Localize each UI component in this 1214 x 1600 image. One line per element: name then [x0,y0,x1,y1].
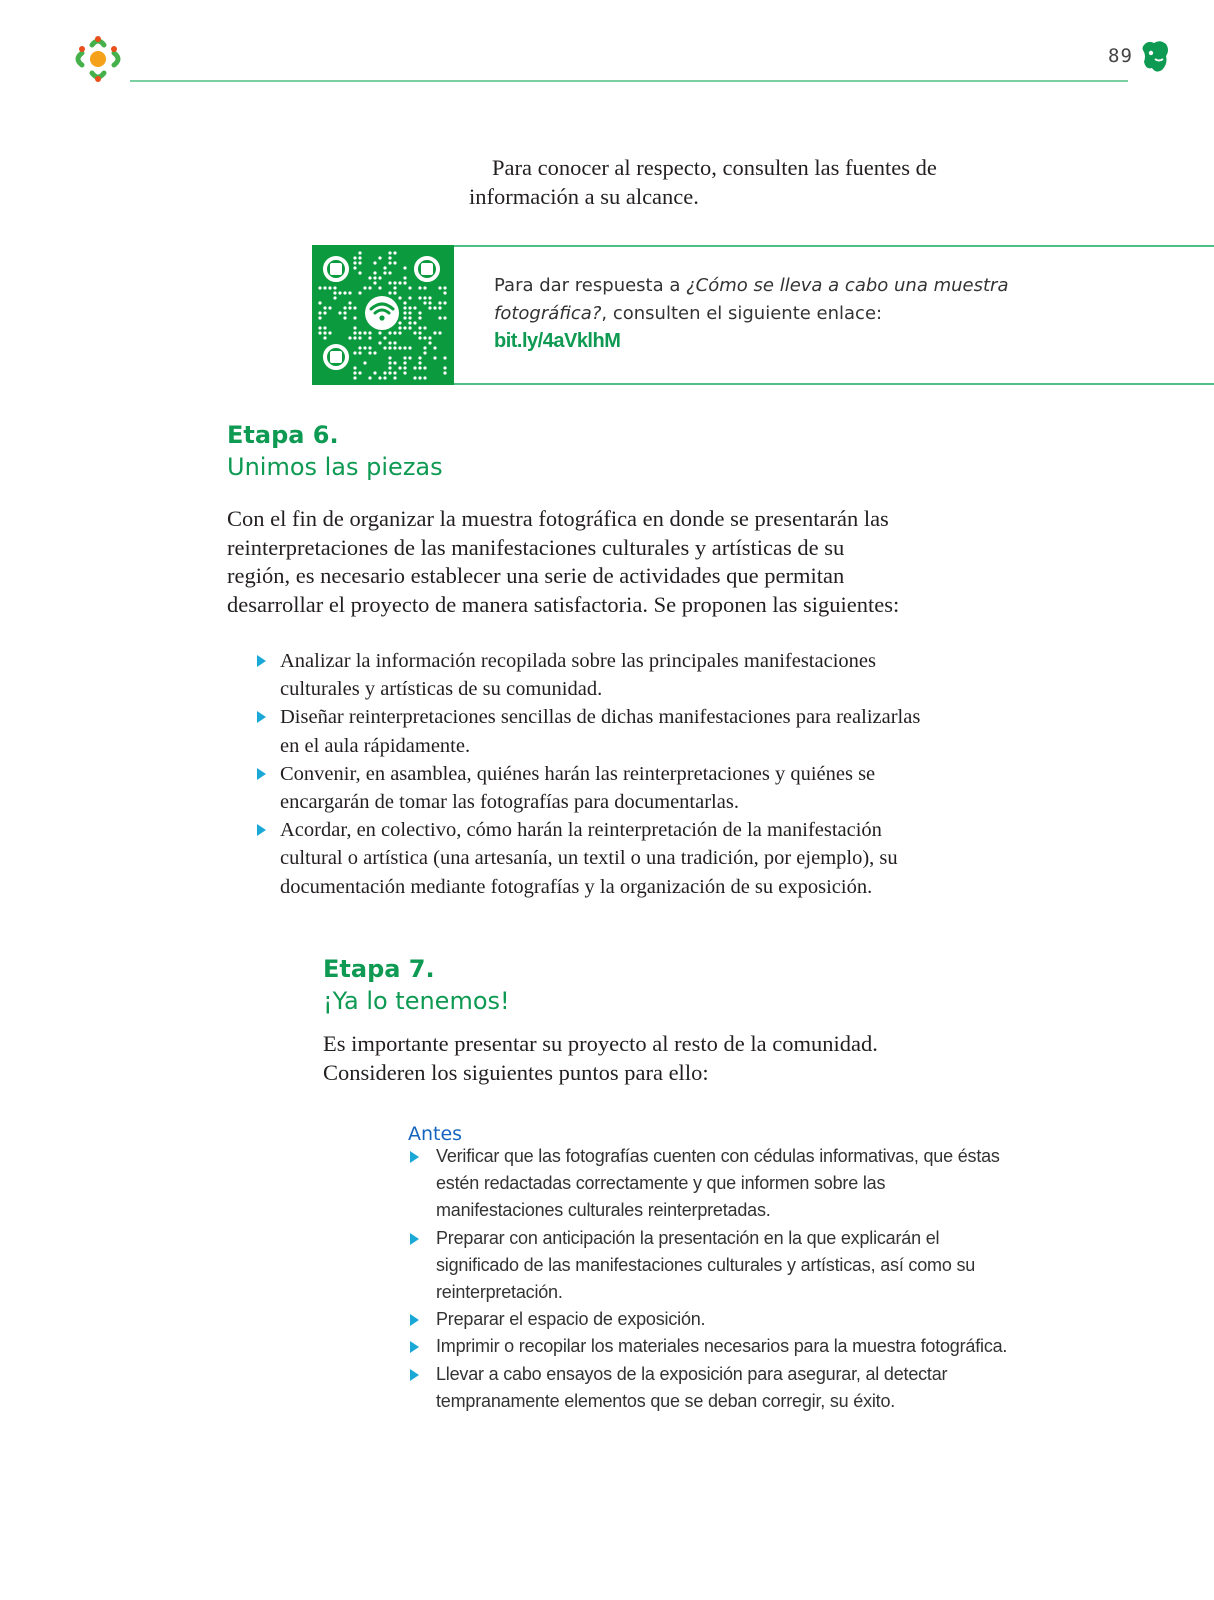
list-item-text: Llevar a cabo ensayos de la exposición para asegurar, al detectar tempranamente elementos que se deban corregir, su éxito. [436,1363,948,1411]
qr-dot [388,251,391,254]
qr-dot [343,306,346,309]
qr-dot [368,336,371,339]
qr-dot [428,296,431,299]
qr-dot [348,301,351,304]
qr-dot [393,286,396,289]
qr-dot [398,326,401,329]
list-item [253,647,923,703]
bullet-triangle-icon [410,1369,419,1381]
qr-dot [358,336,361,339]
qr-code-graphic [312,245,454,385]
qr-dot [398,346,401,349]
qr-dot [353,331,356,334]
qr-dot [373,371,376,374]
list-item-text: Verificar que las fotografías cuenten con cédulas informativas, que éstas estén redactadas correctamente y que informen sobre las manifestaciones culturales reinterpretadas. [436,1146,1000,1221]
qr-dot [358,351,361,354]
callout-text-after: , consulten el siguiente enlace: [601,303,883,324]
qr-dot [378,331,381,334]
qr-dot [373,351,376,354]
qr-dot [358,261,361,264]
qr-dot [418,376,421,379]
etapa7-paragraph: Es importante presentar su proyecto al resto de la comunidad. Consideren los siguientes puntos para ello: [323,1031,878,1085]
list-item-text: Analizar la información recopilada sobre las principales manifestaciones culturales y artísticas de su comunidad. [280,650,876,701]
qr-dot [343,291,346,294]
qr-dot [423,351,426,354]
qr-dot [393,261,396,264]
qr-dot [438,316,441,319]
qr-dot [358,346,361,349]
qr-dot [403,276,406,279]
qr-dot [373,261,376,264]
qr-dot [368,376,371,379]
qr-dot [358,331,361,334]
list-item [408,1225,1008,1307]
bullet-triangle-icon [257,768,266,780]
qr-dot [443,366,446,369]
qr-dot [428,301,431,304]
qr-dot [388,371,391,374]
qr-dot [418,336,421,339]
qr-dot [323,311,326,314]
qr-dot [318,326,321,329]
qr-dot [353,261,356,264]
qr-dot [398,321,401,324]
list-item-text: Preparar el espacio de exposición. [436,1309,706,1330]
antes-list [408,1143,1008,1415]
qr-dot [383,376,386,379]
qr-dot [403,346,406,349]
qr-dot [388,356,391,359]
qr-dot [343,311,346,314]
list-item [253,816,923,901]
qr-dot [443,286,446,289]
qr-dot [418,286,421,289]
bullet-triangle-icon [257,824,266,836]
qr-dot [408,296,411,299]
qr-dot [338,311,341,314]
qr-dot [403,301,406,304]
etapa6-title: Unimos las piezas [227,453,443,481]
qr-dot [343,316,346,319]
qr-dot [408,346,411,349]
intro-line-1: Para conocer al respecto, consulten las fuentes de [492,155,937,180]
qr-dot [403,361,406,364]
qr-dot [418,356,421,359]
qr-callout-text [494,272,1054,354]
qr-dot [388,341,391,344]
qr-dot [408,306,411,309]
qr-dot [413,376,416,379]
qr-dot [443,316,446,319]
list-item [253,703,923,759]
qr-dot [438,331,441,334]
qr-dot [398,366,401,369]
qr-dot [383,266,386,269]
qr-dot [393,331,396,334]
callout-text-before: Para dar respuesta a [494,275,687,296]
header-rule [130,80,1128,82]
qr-dot [423,346,426,349]
qr-dot [408,311,411,314]
qr-dot [353,256,356,259]
qr-dot [358,256,361,259]
qr-dot [388,366,391,369]
qr-dot [443,356,446,359]
qr-dot [443,371,446,374]
flower-dots-logo-icon [70,33,126,85]
etapa6-paragraph: Con el fin de organizar la muestra fotográfica en donde se presentarán las reinterpretaciones de las manifestaciones culturales y artísticas de su región, es necesario establecer una serie de actividades que permitan desarrollar el proyecto de manera satisfactoria. Se proponen las siguientes: [227,506,900,617]
qr-dot [388,256,391,259]
qr-dot [323,306,326,309]
antes-heading: Antes [408,1123,463,1145]
qr-dot [408,326,411,329]
bullet-triangle-icon [410,1314,419,1326]
qr-dot [398,331,401,334]
qr-dot [318,331,321,334]
qr-dot [418,296,421,299]
qr-dot [398,296,401,299]
list-item-text: Preparar con anticipación la presentación en la que explicarán el significado de las manifestaciones culturales y artísticas, así como su reinterpretación. [436,1227,976,1303]
qr-dot [358,371,361,374]
page-number: 89 [1108,45,1133,67]
qr-dot [328,286,331,289]
qr-dot [428,306,431,309]
qr-dot [423,376,426,379]
qr-dot [408,356,411,359]
qr-dot [388,291,391,294]
qr-dot [393,341,396,344]
qr-dot [403,266,406,269]
qr-dot [338,291,341,294]
qr-dot [418,316,421,319]
callout-link[interactable]: bit.ly/4aVklhM [494,330,621,352]
etapa6-list [253,647,923,901]
qr-dot [353,371,356,374]
qr-dot [393,361,396,364]
list-item-text: Acordar, en colectivo, cómo harán la reinterpretación de la manifestación cultural o artística (una artesanía, un textil o una tradición, por ejemplo), su documentación mediante fotografías y la organización de su exposición. [280,819,898,898]
qr-dot [388,361,391,364]
qr-dot [363,286,366,289]
qr-dot [413,366,416,369]
qr-dot [368,346,371,349]
qr-dot [373,271,376,274]
qr-dot [403,281,406,284]
qr-dot [378,286,381,289]
bullet-triangle-icon [257,655,266,667]
bullet-triangle-icon [410,1233,419,1245]
qr-dot [398,281,401,284]
qr-dot [418,331,421,334]
qr-dot [353,351,356,354]
list-item [408,1143,1008,1225]
qr-dot [323,336,326,339]
qr-dot [368,276,371,279]
qr-dot [368,351,371,354]
qr-dot [383,271,386,274]
qr-dot [423,301,426,304]
qr-dot [418,311,421,314]
intro-line-2: información a su alcance. [469,183,699,209]
qr-dot [358,291,361,294]
qr-dot [353,336,356,339]
list-item [253,760,923,816]
list-item-text: Convenir, en asamblea, quiénes harán las reinterpretaciones y quiénes se encargarán de tomar las fotografías para documentarlas. [280,762,876,814]
qr-dot [393,371,396,374]
etapa7-heading [323,953,510,1017]
qr-dot [368,331,371,334]
qr-dot [363,361,366,364]
qr-dot [443,301,446,304]
qr-dot [383,336,386,339]
qr-dot [403,356,406,359]
qr-dot [403,316,406,319]
qr-dot [403,311,406,314]
qr-dot [378,256,381,259]
qr-dot [388,346,391,349]
qr-dot [408,321,411,324]
qr-dot [333,296,336,299]
callout-text-italic: ¿Cómo se lleva a cabo una muestra fotográfica? [494,275,1009,324]
qr-dot [348,291,351,294]
qr-dot [433,346,436,349]
qr-dot [373,281,376,284]
qr-dot [413,331,416,334]
callout-top-rule [454,245,1214,247]
qr-dot [393,346,396,349]
qr-dot [393,281,396,284]
qr-dot [443,291,446,294]
qr-dot [418,366,421,369]
qr-dot [323,331,326,334]
qr-dot [353,326,356,329]
qr-dot [403,326,406,329]
qr-dot [413,321,416,324]
list-item-text: Diseñar reinterpretaciones sencillas de dichas manifestaciones para realizarlas en el aula rápidamente. [280,706,921,757]
qr-dot [403,371,406,374]
bullet-triangle-icon [257,711,266,723]
qr-dot [383,346,386,349]
green-figure-icon [1140,39,1172,75]
qr-dot [413,306,416,309]
qr-dot [393,291,396,294]
qr-code-icon[interactable] [312,245,454,385]
qr-dot [423,366,426,369]
qr-dot [418,361,421,364]
qr-dot [378,341,381,344]
qr-dot [333,286,336,289]
qr-dot [433,306,436,309]
qr-dot [363,331,366,334]
qr-dot [328,331,331,334]
qr-dot [403,366,406,369]
qr-dot [348,336,351,339]
qr-dot [388,331,391,334]
intro-paragraph [469,154,989,211]
qr-dot [388,261,391,264]
qr-dot [378,276,381,279]
qr-dot [438,301,441,304]
qr-dot [353,266,356,269]
qr-dot [318,286,321,289]
qr-dot [423,326,426,329]
qr-dot [388,271,391,274]
qr-dot [408,286,411,289]
qr-dot [358,271,361,274]
qr-dot [358,251,361,254]
qr-dot [323,326,326,329]
qr-dot [408,316,411,319]
list-item [408,1306,1008,1333]
qr-dot [373,276,376,279]
qr-dot [423,296,426,299]
qr-dot [433,356,436,359]
qr-dot [438,306,441,309]
qr-dot [323,286,326,289]
qr-dot [363,346,366,349]
qr-dot [318,316,321,319]
qr-dot [353,366,356,369]
qr-dot [353,316,356,319]
qr-dot [368,286,371,289]
etapa7-title: ¡Ya lo tenemos! [323,987,510,1015]
etapa7-number: Etapa 7. [323,955,435,983]
qr-dot [388,281,391,284]
etapa6-heading [227,419,443,483]
qr-dot [438,286,441,289]
qr-dot [378,376,381,379]
qr-dot [403,306,406,309]
qr-dot [318,301,321,304]
etapa6-number: Etapa 6. [227,421,339,449]
list-item-text: Imprimir o recopilar los materiales necesarios para la muestra fotográfica. [436,1336,1008,1357]
qr-dot [433,331,436,334]
callout-bottom-rule [454,383,1214,385]
qr-dot [428,336,431,339]
qr-dot [428,341,431,344]
qr-dot [318,311,321,314]
bullet-triangle-icon [410,1341,419,1353]
qr-dot [348,306,351,309]
qr-dot [328,306,331,309]
qr-dot [383,371,386,374]
qr-dot [353,306,356,309]
qr-dot [393,251,396,254]
qr-dot [353,376,356,379]
qr-dot [418,326,421,329]
qr-dot [423,286,426,289]
qr-dot [393,376,396,379]
qr-dot [423,336,426,339]
list-item [408,1333,1008,1360]
list-item [408,1361,1008,1415]
qr-dot [333,291,336,294]
bullet-triangle-icon [410,1151,419,1163]
